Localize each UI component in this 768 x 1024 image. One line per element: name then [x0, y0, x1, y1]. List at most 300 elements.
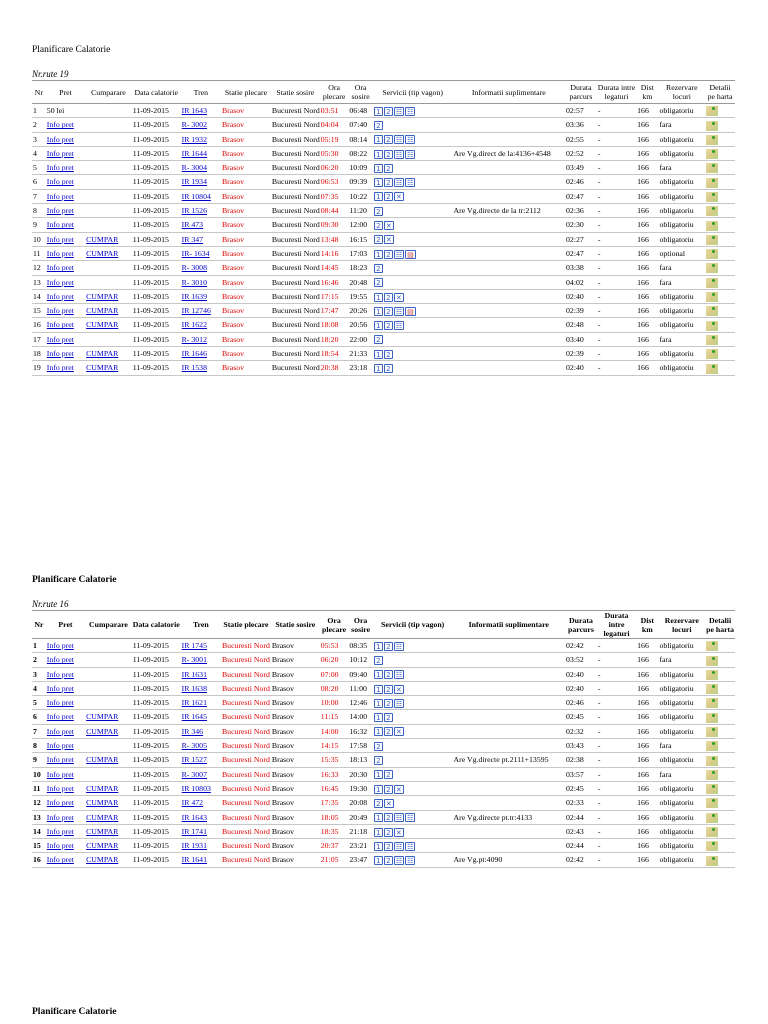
second-class-icon[interactable]: 2	[374, 756, 383, 765]
train-link[interactable]: R- 3002	[181, 120, 207, 130]
first-class-icon[interactable]: 1	[374, 670, 383, 679]
first-class-icon[interactable]: 1	[374, 785, 383, 794]
map-icon[interactable]	[706, 670, 718, 680]
first-class-icon[interactable]: 1	[374, 364, 383, 373]
info-pret-link[interactable]: Info pret	[46, 812, 74, 822]
cumpar-link[interactable]: CUMPAR	[86, 363, 119, 373]
second-class-icon[interactable]: 2	[384, 670, 393, 679]
first-class-icon[interactable]: 1	[374, 685, 383, 694]
services-cell	[373, 161, 453, 175]
departure-station: Brasov	[221, 161, 271, 175]
second-class-icon[interactable]: 2	[374, 335, 383, 344]
couchette-icon[interactable]: ☷	[395, 136, 403, 145]
cumpar-link[interactable]: CUMPAR	[86, 783, 119, 793]
second-class-icon[interactable]: 2	[374, 742, 383, 751]
info-pret-link[interactable]: Info pret	[46, 191, 74, 201]
sleeper-icon[interactable]: ☷	[407, 842, 414, 851]
info-pret-link[interactable]: Info pret	[46, 726, 74, 736]
train-link[interactable]: R- 3001	[181, 655, 207, 665]
second-class-icon[interactable]: 2	[374, 656, 383, 665]
restaurant-icon[interactable]: ✕	[395, 828, 402, 837]
map-icon[interactable]	[706, 349, 718, 359]
train-link[interactable]: R- 3007	[181, 769, 207, 779]
map-icon[interactable]	[706, 178, 718, 188]
seat-reservation: obligatoriu	[658, 175, 705, 189]
first-class-icon[interactable]: 1	[374, 842, 383, 851]
second-class-icon[interactable]: 2	[384, 770, 393, 779]
second-class-icon[interactable]: 2	[384, 107, 393, 116]
restaurant-icon[interactable]: ✕	[395, 293, 402, 302]
first-class-icon[interactable]: 1	[374, 150, 383, 159]
arrival-station: Bucuresti Nord	[271, 304, 320, 318]
buy-cell	[85, 824, 132, 838]
train-link[interactable]: R- 3010	[181, 277, 207, 287]
couchette-icon[interactable]: ☷	[395, 857, 403, 866]
restaurant-icon[interactable]: ✕	[395, 685, 402, 694]
info-pret-link[interactable]: Info pret	[46, 755, 74, 765]
travel-date: 11-09-2015	[132, 175, 181, 189]
map-icon[interactable]	[706, 206, 718, 216]
second-class-icon[interactable]: 2	[374, 278, 383, 287]
map-icon[interactable]	[706, 292, 718, 302]
map-icon[interactable]	[706, 741, 718, 751]
arrival-time: 08:22	[348, 146, 372, 160]
info-pret-link[interactable]: Info pret	[46, 320, 74, 330]
info-pret-link[interactable]: Info pret	[46, 248, 74, 258]
couchette-icon[interactable]: ☷	[395, 671, 403, 680]
connection-duration: -	[597, 132, 636, 146]
seat-reservation: fara	[658, 767, 705, 781]
second-class-icon[interactable]: 2	[384, 842, 393, 851]
second-class-icon[interactable]: 2	[384, 350, 393, 359]
second-class-icon[interactable]: 2	[374, 121, 383, 130]
map-icon[interactable]	[706, 656, 718, 666]
connection-duration: -	[597, 175, 636, 189]
distance-km: 166	[636, 261, 658, 275]
cumpar-link[interactable]: CUMPAR	[86, 726, 119, 736]
first-class-icon[interactable]: 1	[374, 770, 383, 779]
map-icon[interactable]	[706, 856, 718, 866]
cumpar-link[interactable]: CUMPAR	[86, 841, 119, 851]
couchette-icon[interactable]: ☷	[395, 322, 403, 331]
map-icon[interactable]	[706, 306, 718, 316]
second-class-icon[interactable]: 2	[374, 264, 383, 273]
seat-reservation: obligatoriu	[658, 667, 705, 681]
seat-reservation: obligatoriu	[658, 724, 705, 738]
second-class-icon[interactable]: 2	[374, 799, 383, 808]
travel-date: 11-09-2015	[132, 739, 181, 753]
buy-cell	[85, 810, 132, 824]
map-icon[interactable]	[706, 841, 718, 851]
sleeper-icon[interactable]: ☷	[407, 814, 414, 823]
info-pret-link[interactable]: Info pret	[46, 148, 74, 158]
train-link[interactable]: IR 472	[181, 798, 204, 808]
info-pret-link[interactable]: Info pret	[46, 234, 74, 244]
map-icon[interactable]	[706, 221, 718, 231]
info-pret-link[interactable]: Info pret	[46, 334, 74, 344]
map-icon[interactable]	[706, 364, 718, 374]
cumpar-link[interactable]: CUMPAR	[86, 798, 119, 808]
map-icon[interactable]	[706, 784, 718, 794]
train-link[interactable]: IR 473	[181, 220, 204, 230]
couchette-icon[interactable]: ☷	[395, 642, 403, 651]
services-cell	[373, 767, 453, 781]
info-pret-link[interactable]: Info pret	[46, 655, 74, 665]
map-cell	[705, 304, 735, 318]
map-icon[interactable]	[706, 684, 718, 694]
second-class-icon[interactable]: 2	[374, 235, 383, 244]
info-pret-link[interactable]: Info pret	[46, 349, 74, 359]
train-link[interactable]: IR 1631	[181, 669, 207, 679]
restaurant-icon[interactable]: ✕	[385, 236, 392, 245]
cumpar-link[interactable]: CUMPAR	[86, 306, 119, 316]
travel-date: 11-09-2015	[132, 161, 181, 175]
info-pret-link[interactable]: Info pret	[46, 163, 74, 173]
travel-date: 11-09-2015	[132, 232, 181, 246]
map-icon[interactable]	[706, 249, 718, 259]
restaurant-icon[interactable]: ✕	[395, 193, 402, 202]
couchette-icon[interactable]: ☷	[395, 179, 403, 188]
train-link[interactable]: IR 12746	[181, 306, 211, 316]
second-class-icon[interactable]: 2	[384, 150, 393, 159]
map-icon[interactable]	[706, 235, 718, 245]
train-link[interactable]: IR 346	[181, 726, 204, 736]
map-icon[interactable]	[706, 641, 718, 651]
cumpar-link[interactable]: CUMPAR	[86, 234, 119, 244]
map-icon[interactable]	[706, 813, 718, 823]
departure-time: 06:53	[320, 175, 349, 189]
train-link[interactable]: IR 1641	[181, 855, 207, 865]
departure-time: 21:05	[320, 853, 349, 867]
departure-station: Bucuresti Nord	[221, 781, 271, 795]
table-row	[32, 132, 735, 146]
map-icon[interactable]	[706, 149, 718, 159]
price-cell	[46, 839, 85, 853]
header-ora-sosire: Ora sosire	[351, 83, 370, 101]
second-class-icon[interactable]: 2	[384, 192, 393, 201]
arrival-station: Brasov	[271, 781, 320, 795]
connection-duration: -	[597, 810, 636, 824]
info-pret-link[interactable]: Info pret	[46, 669, 74, 679]
train-link[interactable]: IR 1934	[181, 177, 207, 187]
second-class-icon[interactable]: 2	[384, 250, 393, 259]
info-pret-link[interactable]: Info pret	[46, 855, 74, 865]
price-cell	[46, 753, 85, 767]
departure-station: Bucuresti Nord	[221, 681, 271, 695]
cumpar-link[interactable]: CUMPAR	[86, 291, 119, 301]
row-number: 15	[32, 304, 46, 318]
second-class-icon[interactable]: 2	[374, 207, 383, 216]
couchette-icon[interactable]: ☷	[395, 150, 403, 159]
train-link[interactable]: IR- 1634	[181, 248, 210, 258]
train-link[interactable]: R- 3004	[181, 163, 207, 173]
info-pret-link[interactable]: Info pret	[46, 220, 74, 230]
arrival-station: Brasov	[271, 767, 320, 781]
arrival-station: Brasov	[271, 681, 320, 695]
map-icon[interactable]	[706, 121, 718, 131]
header-harta: Detalii pe harta	[707, 83, 733, 101]
sleeper-icon[interactable]: ☷	[407, 150, 414, 159]
travel-date: 11-09-2015	[132, 653, 181, 667]
second-class-icon[interactable]: 2	[384, 713, 393, 722]
extra-info: Are Vg.directe pt.tr:4133	[452, 810, 565, 824]
sleeper-icon[interactable]: ☷	[407, 179, 414, 188]
couchette-icon[interactable]: ☷	[395, 699, 403, 708]
second-class-icon[interactable]: 2	[384, 178, 393, 187]
train-cell	[181, 246, 221, 260]
bistro-icon[interactable]: ▤	[407, 307, 414, 316]
second-class-icon[interactable]: 2	[384, 856, 393, 865]
arrival-station: Brasov	[271, 810, 320, 824]
cumpar-link[interactable]: CUMPAR	[86, 349, 119, 359]
train-link[interactable]: IR 1526	[181, 206, 207, 216]
arrival-station: Bucuresti Nord	[271, 118, 320, 132]
info-pret-link[interactable]: Info pret	[46, 291, 74, 301]
extra-info	[452, 824, 565, 838]
train-link[interactable]: IR 1932	[181, 134, 207, 144]
first-class-icon[interactable]: 1	[374, 178, 383, 187]
map-icon[interactable]	[706, 827, 718, 837]
second-class-icon[interactable]: 2	[384, 135, 393, 144]
map-icon[interactable]	[706, 106, 718, 116]
second-class-icon[interactable]: 2	[384, 699, 393, 708]
sleeper-icon[interactable]: ☷	[407, 857, 414, 866]
arrival-time: 11:00	[348, 681, 372, 695]
price-cell	[46, 667, 85, 681]
train-cell	[181, 839, 221, 853]
cumpar-link[interactable]: CUMPAR	[86, 320, 119, 330]
seat-reservation: obligatoriu	[658, 681, 705, 695]
restaurant-icon[interactable]: ✕	[385, 799, 392, 808]
departure-time: 13:48	[320, 232, 349, 246]
map-icon[interactable]	[706, 756, 718, 766]
extra-info	[452, 347, 565, 361]
bistro-icon[interactable]: ▤	[407, 250, 414, 259]
info-pret-link[interactable]: Info pret	[46, 177, 74, 187]
second-class-icon[interactable]: 2	[384, 164, 393, 173]
table-row	[32, 710, 735, 724]
train-link[interactable]: IR 1646	[181, 349, 207, 359]
cumpar-link[interactable]: CUMPAR	[86, 248, 119, 258]
info-pret-link[interactable]: Info pret	[46, 206, 74, 216]
info-pret-link[interactable]: Info pret	[46, 120, 74, 130]
second-class-icon[interactable]: 2	[384, 321, 393, 330]
train-link[interactable]: R- 3012	[181, 334, 207, 344]
info-pret-link[interactable]: Info pret	[46, 826, 74, 836]
train-link[interactable]: IR 347	[181, 234, 204, 244]
first-class-icon[interactable]: 1	[374, 293, 383, 302]
distance-km: 166	[636, 810, 658, 824]
train-link[interactable]: IR 1538	[181, 363, 207, 373]
train-cell	[181, 275, 221, 289]
second-class-icon[interactable]: 2	[384, 727, 393, 736]
sleeper-icon[interactable]: ☷	[407, 136, 414, 145]
map-icon[interactable]	[706, 263, 718, 273]
train-link[interactable]: IR 10803	[181, 783, 211, 793]
train-link[interactable]: R- 3008	[181, 263, 207, 273]
train-link[interactable]: IR 1643	[181, 106, 207, 115]
buy-cell	[85, 332, 132, 346]
map-icon[interactable]	[706, 698, 718, 708]
buy-cell	[85, 710, 132, 724]
row-number: 8	[32, 739, 46, 753]
travel-duration: 02:27	[565, 232, 597, 246]
info-pret-link[interactable]: Info pret	[46, 277, 74, 287]
travel-date: 11-09-2015	[132, 824, 181, 838]
departure-station: Brasov	[221, 261, 271, 275]
departure-time: 05:19	[320, 132, 349, 146]
couchette-icon[interactable]: ☷	[395, 307, 403, 316]
second-class-icon[interactable]: 2	[384, 307, 393, 316]
info-pret-link[interactable]: Info pret	[46, 263, 74, 273]
info-pret-link[interactable]: Info pret	[46, 741, 74, 751]
map-icon[interactable]	[706, 135, 718, 145]
second-class-icon[interactable]: 2	[374, 221, 383, 230]
first-class-icon[interactable]: 1	[374, 727, 383, 736]
train-link[interactable]: IR 1741	[181, 826, 207, 836]
train-link[interactable]: IR 1931	[181, 841, 207, 851]
info-pret-link[interactable]: Info pret	[46, 134, 74, 144]
distance-km: 166	[636, 739, 658, 753]
first-class-icon[interactable]: 1	[374, 107, 383, 116]
distance-km: 166	[636, 639, 658, 653]
couchette-icon[interactable]: ☷	[395, 250, 403, 259]
map-cell	[705, 739, 735, 753]
table-row	[32, 724, 735, 738]
info-pret-link[interactable]: Info pret	[46, 798, 74, 808]
departure-time: 07:35	[320, 189, 349, 203]
table-row	[32, 332, 735, 346]
cumpar-link[interactable]: CUMPAR	[86, 855, 119, 865]
info-pret-link[interactable]: Info pret	[46, 698, 74, 708]
buy-cell	[85, 347, 132, 361]
train-link[interactable]: IR 1638	[181, 683, 207, 693]
map-icon[interactable]	[706, 192, 718, 202]
info-pret-link[interactable]: Info pret	[46, 683, 74, 693]
train-link[interactable]: IR 10804	[181, 191, 211, 201]
train-link[interactable]: IR 1639	[181, 291, 207, 301]
train-link[interactable]: IR 1745	[181, 641, 207, 650]
travel-duration: 03:43	[565, 739, 597, 753]
connection-duration: -	[597, 824, 636, 838]
info-pret-link[interactable]: Info pret	[46, 363, 74, 373]
first-class-icon[interactable]: 1	[374, 135, 383, 144]
arrival-station: Bucuresti Nord	[271, 218, 320, 232]
map-icon[interactable]	[706, 713, 718, 723]
couchette-icon[interactable]: ☷	[395, 107, 403, 116]
cumpar-link[interactable]: CUMPAR	[86, 812, 119, 822]
seat-reservation: obligatoriu	[658, 824, 705, 838]
departure-station: Bucuresti Nord	[221, 667, 271, 681]
train-cell	[181, 853, 221, 867]
first-class-icon[interactable]: 1	[374, 350, 383, 359]
second-class-icon[interactable]: 2	[384, 828, 393, 837]
second-class-icon[interactable]: 2	[384, 813, 393, 822]
map-icon[interactable]	[706, 321, 718, 331]
cumpar-link[interactable]: CUMPAR	[86, 755, 119, 765]
train-link[interactable]: IR 1527	[181, 755, 207, 765]
header-cumparare: Cumparare	[91, 87, 126, 97]
cumpar-link[interactable]: CUMPAR	[86, 712, 119, 722]
train-link[interactable]: R- 3005	[181, 741, 207, 751]
restaurant-icon[interactable]: ✕	[395, 728, 402, 737]
distance-km: 166	[636, 161, 658, 175]
arrival-station: Bucuresti Nord	[271, 132, 320, 146]
header-servicii: Servicii (tip vagon)	[382, 87, 443, 97]
header-dist: Dist km	[640, 615, 655, 634]
restaurant-icon[interactable]: ✕	[395, 785, 402, 794]
map-icon[interactable]	[706, 278, 718, 288]
first-class-icon[interactable]: 1	[374, 192, 383, 201]
table-row	[32, 667, 735, 681]
info-pret-link[interactable]: Info pret	[46, 769, 74, 779]
price-cell	[46, 261, 85, 275]
row-number: 9	[32, 753, 46, 767]
train-link[interactable]: IR 1621	[181, 698, 207, 708]
travel-duration: 02:42	[565, 639, 597, 653]
first-class-icon[interactable]: 1	[374, 856, 383, 865]
info-pret-link[interactable]: Info pret	[46, 783, 74, 793]
first-class-icon[interactable]: 1	[374, 699, 383, 708]
first-class-icon[interactable]: 1	[374, 164, 383, 173]
first-class-icon[interactable]: 1	[374, 813, 383, 822]
map-icon[interactable]	[706, 798, 718, 808]
second-class-icon[interactable]: 2	[384, 293, 393, 302]
header-ora-plecare: Ora plecare	[322, 83, 346, 101]
info-pret-link[interactable]: Info pret	[46, 712, 74, 722]
map-icon[interactable]	[706, 163, 718, 173]
row-number: 10	[32, 232, 46, 246]
second-class-icon[interactable]: 2	[384, 685, 393, 694]
first-class-icon[interactable]: 1	[374, 321, 383, 330]
train-link[interactable]: IR 1643	[181, 812, 207, 822]
buy-cell	[85, 853, 132, 867]
map-icon[interactable]	[706, 770, 718, 780]
second-class-icon[interactable]: 2	[384, 364, 393, 373]
couchette-icon[interactable]: ☷	[395, 814, 403, 823]
map-cell	[705, 332, 735, 346]
sleeper-icon[interactable]: ☷	[407, 107, 414, 116]
first-class-icon[interactable]: 1	[374, 250, 383, 259]
couchette-icon[interactable]: ☷	[395, 842, 403, 851]
first-class-icon[interactable]: 1	[374, 307, 383, 316]
header-data: Data calatorie	[134, 87, 178, 97]
map-icon[interactable]	[706, 727, 718, 737]
map-icon[interactable]	[706, 335, 718, 345]
info-pret-link[interactable]: Info pret	[46, 306, 74, 316]
cumpar-link[interactable]: CUMPAR	[86, 826, 119, 836]
arrival-time: 16:32	[348, 724, 372, 738]
train-link[interactable]: IR 1645	[181, 712, 207, 722]
train-link[interactable]: IR 1644	[181, 148, 207, 158]
info-pret-link[interactable]: Info pret	[46, 841, 74, 851]
train-link[interactable]: IR 1622	[181, 320, 207, 330]
first-class-icon[interactable]: 1	[374, 713, 383, 722]
distance-km: 166	[636, 753, 658, 767]
seat-reservation: obligatoriu	[658, 132, 705, 146]
connection-duration: -	[597, 246, 636, 260]
restaurant-icon[interactable]: ✕	[385, 222, 392, 231]
info-pret-link[interactable]: Info pret	[46, 641, 74, 650]
second-class-icon[interactable]: 2	[384, 785, 393, 794]
services-cell	[373, 639, 453, 653]
second-class-icon[interactable]: 2	[384, 642, 393, 651]
price-cell	[46, 767, 85, 781]
first-class-icon[interactable]: 1	[374, 828, 383, 837]
first-class-icon[interactable]: 1	[374, 642, 383, 651]
arrival-time: 20:48	[348, 275, 372, 289]
travel-duration: 03:49	[565, 161, 597, 175]
